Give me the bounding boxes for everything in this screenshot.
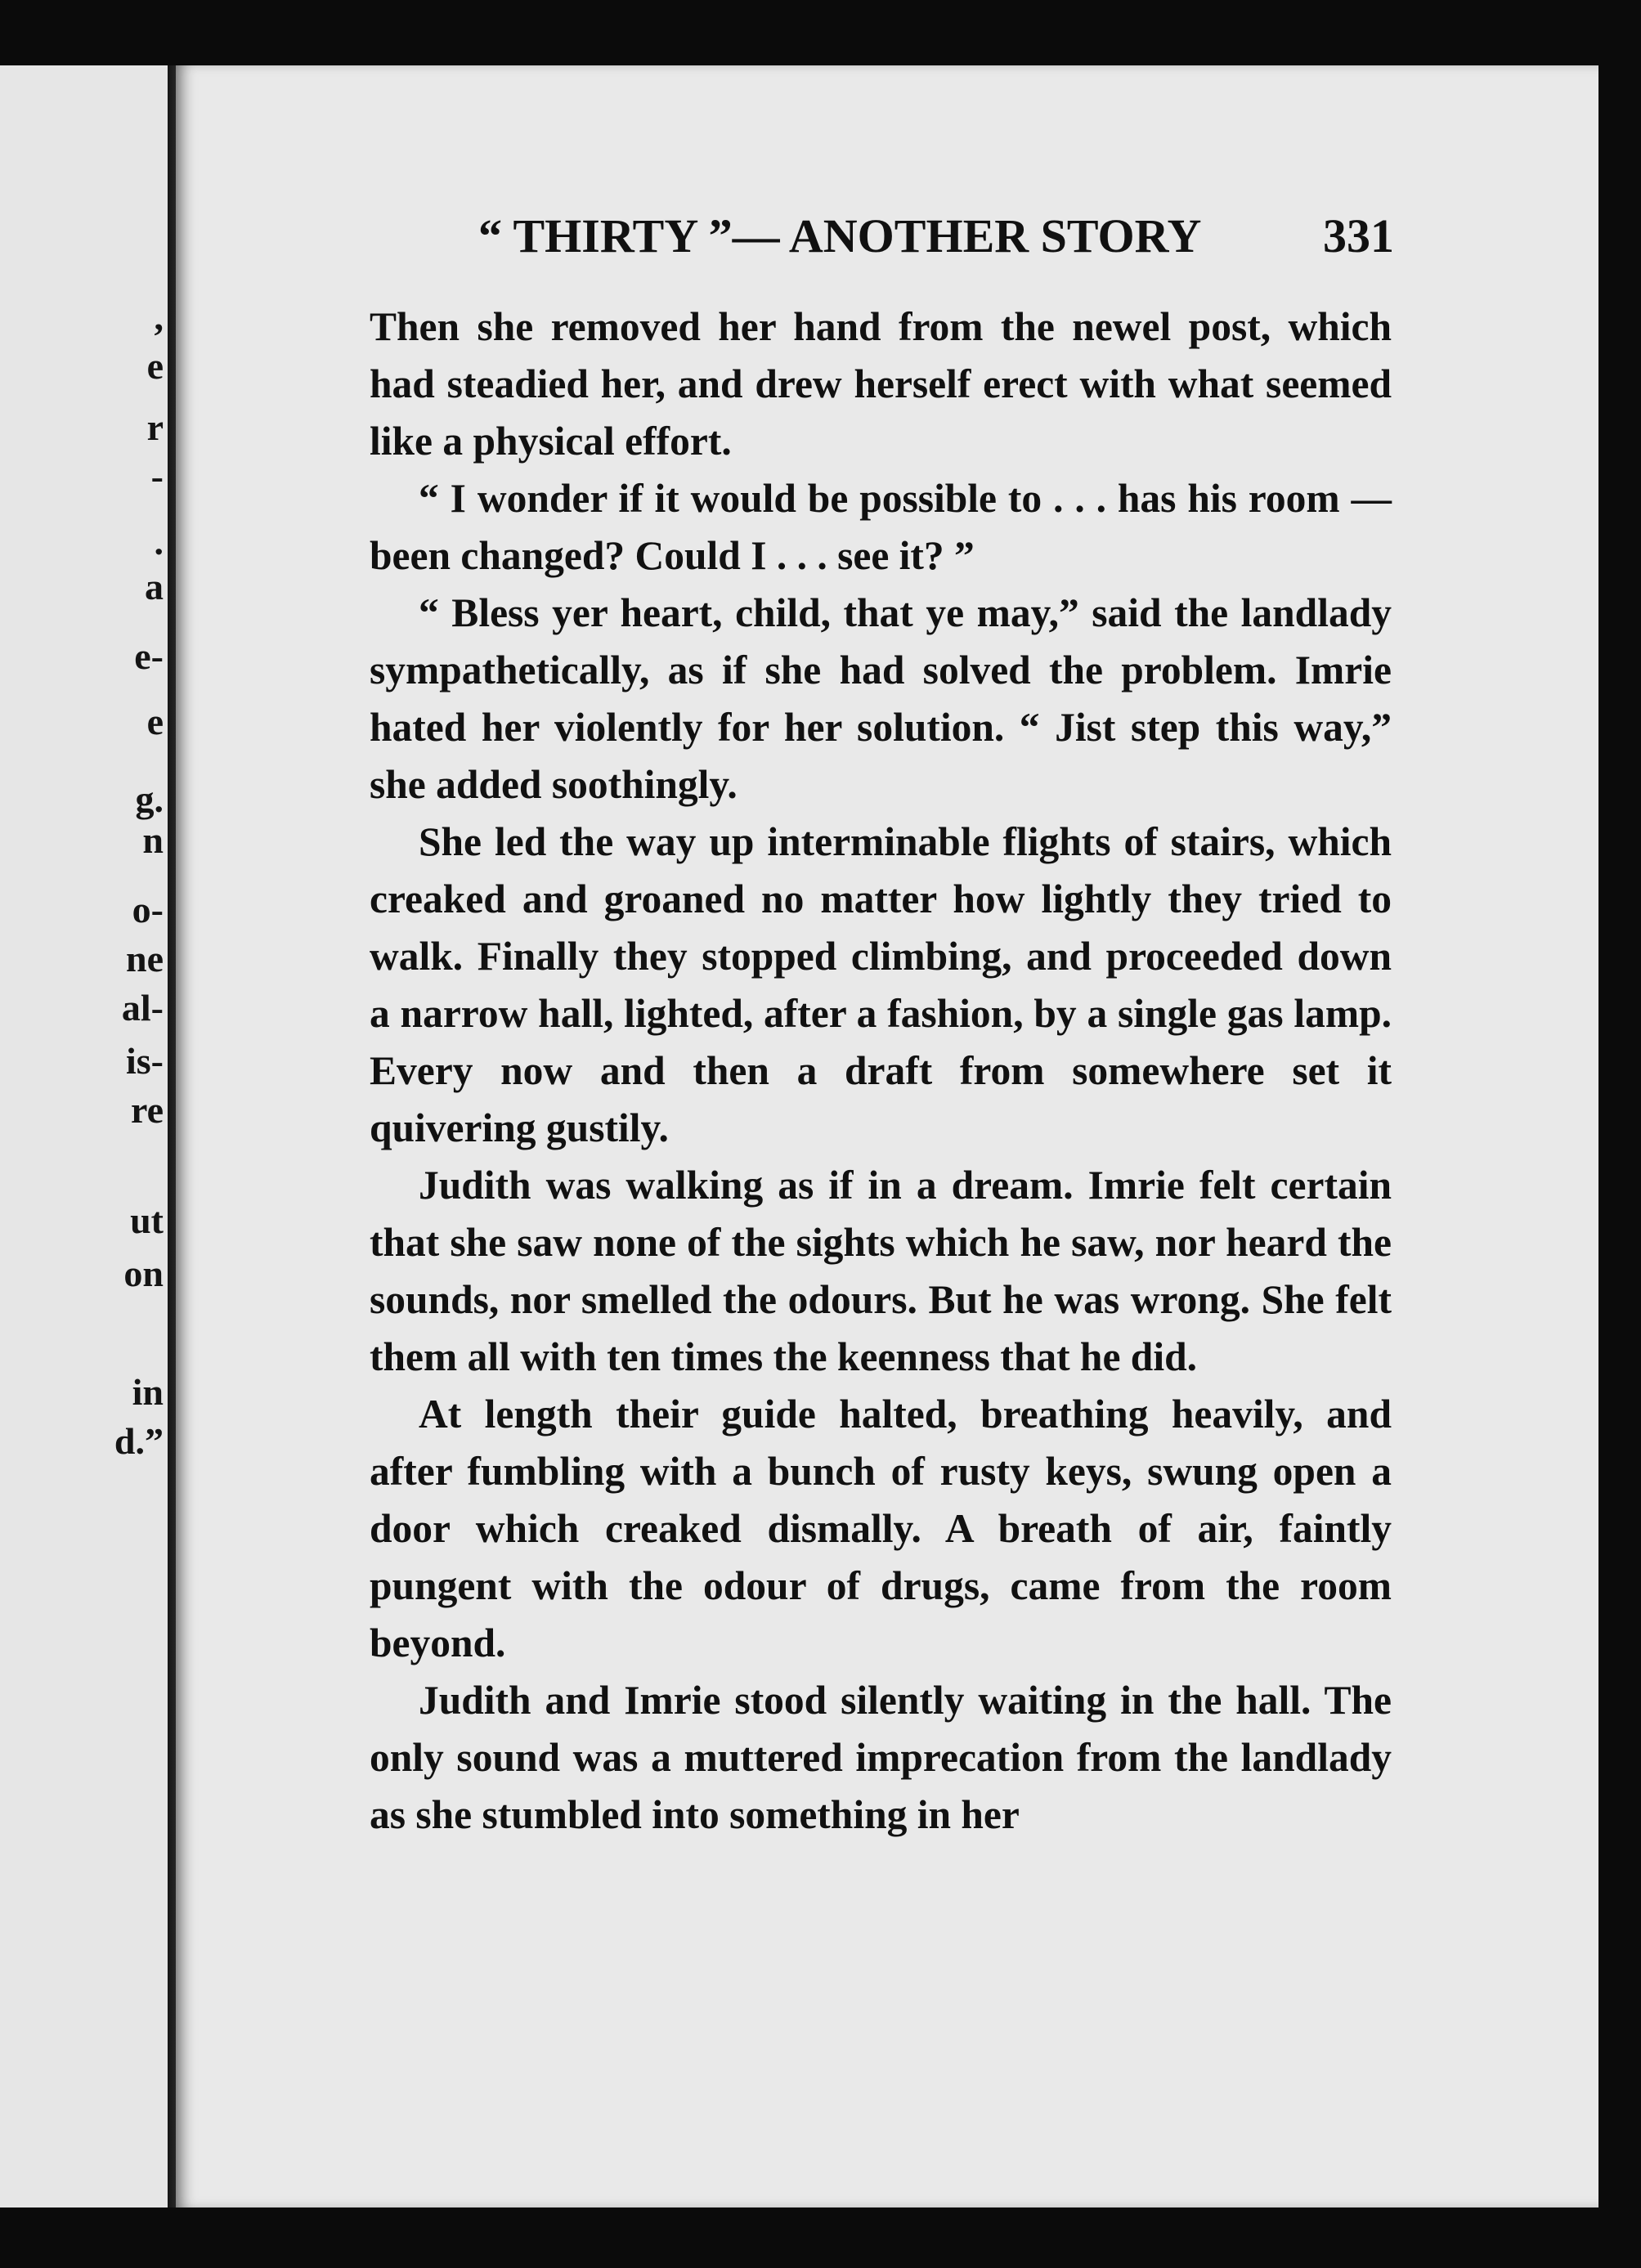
previous-page-fragment: al- [121,987,164,1029]
previous-page-fragment: e- [134,635,164,677]
paragraph: “ I wonder if it would be possible to . . . has his room — been changed? Could I . . . see it? ” [370,476,1392,578]
previous-page-fragment: is- [126,1040,164,1082]
scan-border [1598,65,1641,2207]
paragraph: Judith was walking as if in a dream. Imrie felt certain that she saw none of the sights which he saw, nor heard the sounds, nor smelled the odours. But he was wrong. She felt them all with ten times the keenness that he did. [370,1163,1392,1379]
previous-page-fragment: d.” [114,1420,164,1462]
previous-page-fragment: ne [126,938,164,979]
previous-page-fragment: g. [135,778,164,820]
previous-page-fragment: . [154,521,164,563]
previous-page-fragment: in [132,1371,164,1413]
previous-page-fragment: o- [132,889,164,930]
previous-page-fragment: , [154,296,164,338]
paragraph: Then she removed her hand from the newel post, which had steadied her, and drew herself erect with what seemed like a physical effort. [370,304,1392,464]
previous-page-fragment: - [150,455,164,497]
previous-page-fragment: on [123,1253,164,1294]
previous-page-fragment: re [130,1089,164,1131]
previous-page-fragment: e [146,701,164,742]
paragraph: Judith and Imrie stood silently waiting in the hall. The only sound was a muttered imprecation from the landlady as she stumbled into something in her [370,1678,1392,1837]
previous-page-fragment: a [145,566,164,607]
paragraph: At length their guide halted, breathing heavily, and after fumbling with a bunch of rusty keys, swung open a door which creaked dismally. A breath of air, faintly pungent with the odour of drugs, came from the room beyond. [370,1392,1392,1665]
running-head-title: “ THIRTY ”— ANOTHER STORY [478,209,1202,262]
previous-page-fragment: n [142,819,164,861]
paragraph: She led the way up interminable flights of stairs, which creaked and groaned no matter how lightly they tried to walk. Finally they stopped climbing, and proceeded down a narrow hall, lighted, after a fashion, by a single gas lamp. Every now and then a draft from somewhere set it quivering gustily. [370,819,1392,1150]
paragraph: “ Bless yer heart, child, that ye may,” said the landlady sympathetically, as if she had solved the problem. Imrie hated her violently for her solution. “ Jist step this way,” she added soothingly. [370,590,1392,807]
previous-page-fragment: e [146,345,164,387]
running-head [478,208,1394,263]
body-text [370,298,1392,1844]
previous-page-fragment: r [146,406,164,448]
previous-page-fragment: ut [130,1199,164,1241]
page-number: 331 [1323,209,1394,262]
previous-page-edge [0,65,168,2207]
